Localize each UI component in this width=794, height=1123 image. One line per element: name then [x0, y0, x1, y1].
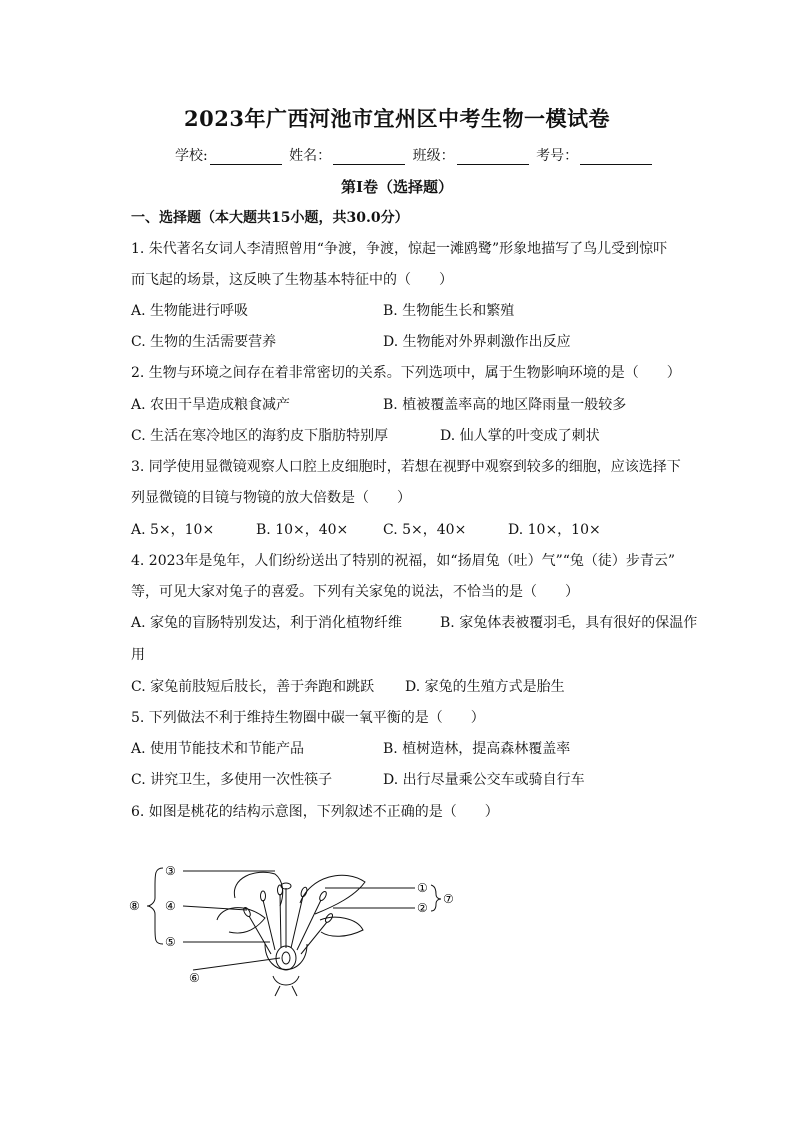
question-3-option-d[interactable]: D. 10×，10×	[508, 522, 601, 538]
petal-left-shape	[234, 872, 282, 906]
school-label: 学校:	[175, 148, 208, 164]
question-3-option-c[interactable]: C. 5×，40×	[383, 522, 467, 538]
label-5: ⑤	[165, 935, 176, 949]
question-1-option-d[interactable]: D. 生物能对外界刺激作出反应	[383, 334, 571, 350]
stamen-filament	[301, 922, 327, 954]
petal-lower-right-shape	[320, 917, 363, 936]
question-1-text-cont: 而飞起的场景，这反映了生物基本特征中的（ ）	[131, 272, 453, 288]
question-5-option-b[interactable]: B. 植树造林，提高森林覆盖率	[383, 741, 571, 757]
exam-no-blank[interactable]	[580, 150, 652, 165]
question-2-option-b[interactable]: B. 植被覆盖率高的地区降雨量一般较多	[383, 397, 627, 413]
question-2-option-c[interactable]: C. 生活在寒冷地区的海豹皮下脂肪特别厚	[131, 428, 389, 444]
section-title: 第I卷（选择题）	[340, 178, 454, 196]
question-1-option-b[interactable]: B. 生物能生长和繁殖	[383, 303, 515, 319]
question-3-text: 3. 同学使用显微镜观察人口腔上皮细胞时，若想在视野中观察到较多的细胞，应该选择下	[131, 459, 681, 475]
label-8: ⑧	[129, 899, 140, 913]
question-1-option-a[interactable]: A. 生物能进行呼吸	[131, 303, 249, 319]
anther-shape	[278, 885, 283, 895]
petal-lower-left-shape	[217, 908, 265, 933]
question-2-option-a[interactable]: A. 农田干旱造成粮食减产	[131, 397, 291, 413]
question-3-option-b[interactable]: B. 10×，40×	[256, 522, 349, 538]
question-4-option-c[interactable]: C. 家兔前肢短后肢长，善于奔跑和跳跃	[131, 679, 375, 695]
question-2-text: 2. 生物与环境之间存在着非常密切的关系。下列选项中，属于生物影响环境的是（ ）	[131, 365, 681, 381]
brace-7	[431, 885, 441, 911]
class-blank[interactable]	[457, 150, 529, 165]
anther-shape	[300, 886, 308, 897]
exam-title: 2023年广西河池市宜州区中考生物一模试卷	[184, 106, 610, 131]
question-5-text: 5. 下列做法不利于维持生物圈中碳一氧平衡的是（ ）	[131, 710, 485, 726]
question-4-option-a[interactable]: A. 家兔的盲肠特别发达，利于消化植物纤维	[131, 615, 403, 631]
anther-shape	[261, 891, 266, 901]
question-4-option-d[interactable]: D. 家兔的生殖方式是胎生	[405, 679, 565, 695]
ovule-shape	[282, 952, 290, 964]
receptacle-base	[273, 976, 299, 985]
label-2: ②	[417, 901, 428, 915]
school-blank[interactable]	[210, 150, 282, 165]
question-4-option-b-cont: 用	[131, 647, 145, 663]
question-2-option-d[interactable]: D. 仙人掌的叶变成了刺状	[440, 428, 600, 444]
question-4-option-b[interactable]: B. 家兔体表被覆羽毛，具有很好的保温作	[440, 615, 698, 631]
name-blank[interactable]	[333, 150, 405, 165]
student-info-row	[175, 145, 655, 165]
anther-shape	[318, 890, 327, 901]
exam-no-label: 考号：	[536, 148, 579, 164]
label-3: ③	[165, 864, 176, 878]
question-3-option-a[interactable]: A. 5×，10×	[131, 522, 215, 538]
brace-8	[147, 868, 163, 944]
label-4: ④	[165, 899, 176, 913]
question-6-text: 6. 如图是桃花的结构示意图，下列叙述不正确的是（ ）	[131, 804, 499, 820]
name-label: 姓名：	[289, 148, 332, 164]
part-title: 一、选择题（本大题共15小题，共30.0分）	[131, 210, 409, 226]
label-1: ①	[417, 881, 428, 895]
label-6-line	[193, 958, 280, 970]
stem-shape	[275, 986, 297, 996]
anther-shape	[242, 906, 251, 917]
class-label: 班级：	[412, 148, 455, 164]
question-3-text-cont: 列显微镜的目镜与物镜的放大倍数是（ ）	[131, 490, 411, 506]
question-4-text: 4. 2023年是兔年，人们纷纷送出了特别的祝福，如“扬眉兔（吐）气”“兔（徒）步青云”	[131, 553, 676, 569]
label-6: ⑥	[189, 971, 200, 985]
question-5-option-c[interactable]: C. 讲究卫生，多使用一次性筷子	[131, 772, 333, 788]
question-5-option-d[interactable]: D. 出行尽量乘公交车或骑自行车	[383, 772, 585, 788]
peach-flower-diagram	[125, 858, 465, 998]
question-1-text: 1. 朱代著名女词人李清照曾用“争渡，争渡，惊起一滩鸥鹭”形象地描写了鸟儿受到惊吓	[131, 241, 668, 257]
label-7: ⑦	[443, 892, 454, 906]
question-1-option-c[interactable]: C. 生物的生活需要营养	[131, 334, 277, 350]
question-4-text-cont: 等，可见大家对兔子的喜爱。下列有关家兔的说法，不恰当的是（ ）	[131, 584, 579, 600]
question-5-option-a[interactable]: A. 使用节能技术和节能产品	[131, 741, 305, 757]
